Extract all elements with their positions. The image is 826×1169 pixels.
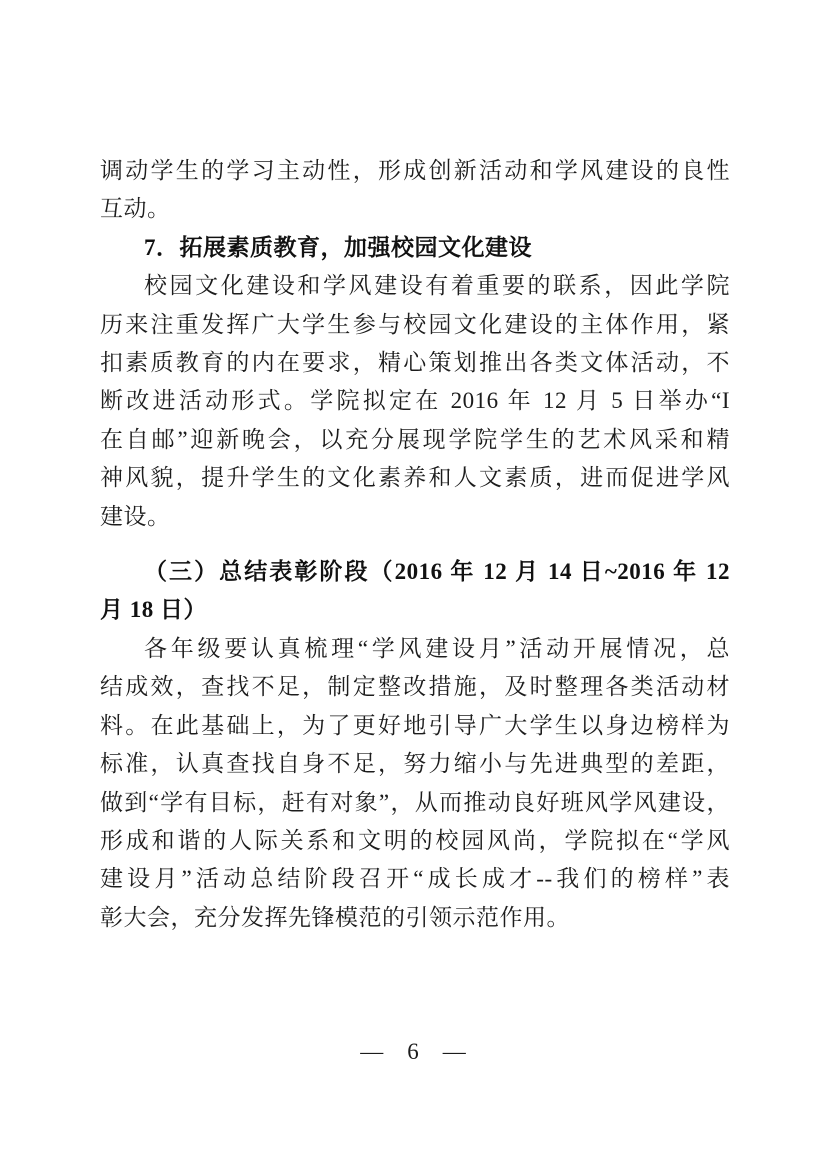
text-line: 建设月”活动总结阶段召开“成长成才--我们的榜样”表 [100, 866, 730, 892]
text-line: 在自邮”迎新晚会，以充分展现学院学生的艺术风采和精 [100, 426, 730, 452]
page-footer [0, 1037, 826, 1067]
text-line: 做到“学有目标，赶有对象”，从而推动良好班风学风建设， [100, 789, 730, 815]
heading-stage-three [100, 553, 730, 630]
text-line: 互动。 [100, 196, 171, 222]
text-line: 扣素质教育的内在要求，精心策划推出各类文体活动，不 [100, 350, 730, 376]
text-line: 彰大会，充分发挥先锋模范的引领示范作用。 [100, 904, 570, 930]
heading-item-7 [100, 229, 730, 267]
text-line: 7．拓展素质教育，加强校园文化建设 [144, 234, 532, 260]
text-line: 校园文化建设和学风建设有着重要的联系，因此学院 [144, 273, 730, 299]
text-line: 结成效，查找不足，制定整改措施，及时整理各类活动材 [100, 674, 730, 700]
text-line: 历来注重发挥广大学生参与校园文化建设的主体作用，紧 [100, 311, 730, 337]
footer-right-dash: — [442, 1039, 466, 1064]
text-line: 料。在此基础上，为了更好地引导广大学生以身边榜样为 [100, 712, 730, 738]
text-line: 神风貌，提升学生的文化素养和人文素质，进而促进学风 [100, 465, 730, 491]
paragraph-campus-culture [100, 267, 730, 536]
paragraph-continuation [100, 152, 730, 229]
text-line: 调动学生的学习主动性，形成创新活动和学风建设的良性 [100, 158, 730, 183]
text-line: 形成和谐的人际关系和文明的校园风尚，学院拟在“学风 [100, 827, 730, 853]
page-number: 6 [407, 1039, 419, 1064]
text-line: 建设。 [100, 503, 171, 529]
text-line: 月 18 日） [100, 597, 207, 623]
text-line: （三）总结表彰阶段（2016 年 12 月 14 日~2016 年 12 [144, 559, 730, 585]
footer-left-dash: — [360, 1039, 384, 1064]
text-line: 各年级要认真梳理“学风建设月”活动开展情况，总 [144, 635, 730, 661]
text-line: 标准，认真查找自身不足，努力缩小与先进典型的差距， [100, 751, 730, 777]
document-body [100, 152, 730, 937]
paragraph-summary-stage [100, 630, 730, 937]
text-line: 断改进活动形式。学院拟定在 2016 年 12 月 5 日举办“I [100, 388, 730, 414]
